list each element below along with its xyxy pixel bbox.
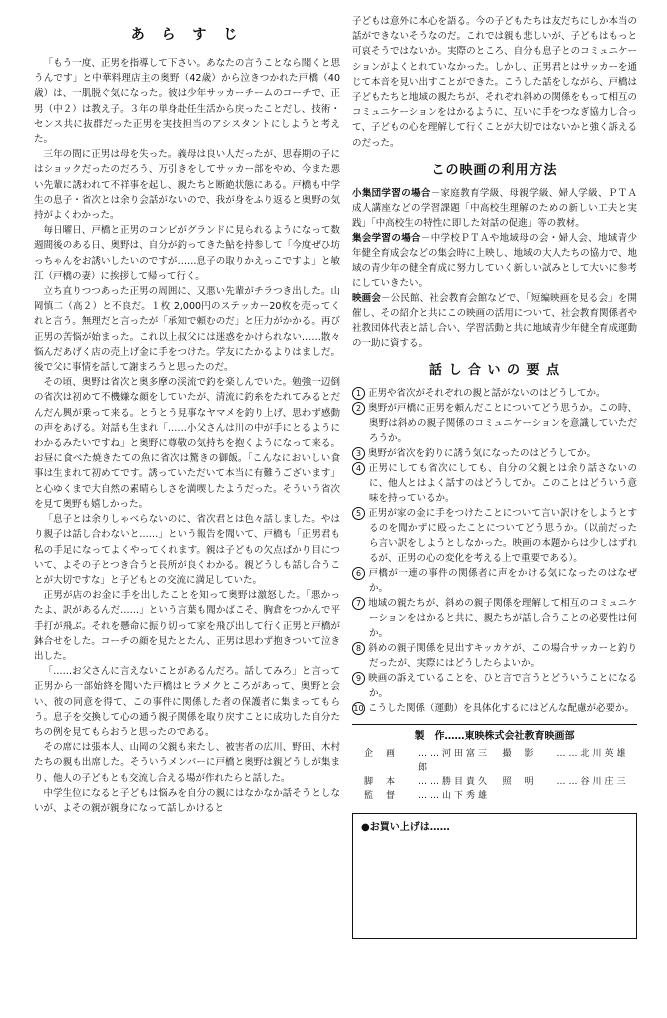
discussion-heading: 話 し 合 い の 要 点	[428, 362, 561, 378]
discussion-point	[352, 566, 637, 596]
credit-list	[352, 745, 637, 803]
usage-heading: この映画の利用方法	[431, 162, 558, 178]
discussion-point	[352, 401, 637, 446]
point-number: 10	[353, 703, 364, 713]
credit-row	[364, 747, 493, 775]
point-number: 5	[352, 507, 365, 520]
discussion-point	[352, 461, 637, 506]
discussion-point	[352, 386, 637, 401]
discussion-point	[352, 671, 637, 701]
point-text: 映画の訴えていることを、ひと言で言うとどういうことになるか。	[368, 672, 637, 699]
discussion-point	[352, 701, 637, 716]
synopsis-paragraph: 「息子とは余りしゃべらないのに、省次君とは色々話しました。やはり親子は話し合わないと……」という報告を聞いて、戸橋も「正男君も私の手足になってよくやってくれます。親は子どもの欠点ばかり目について、よその子とつき合うと長所が良くわかる。親どうしも話し合うことが大切ですな」と子どもとの交流に満足していた。	[34, 514, 340, 586]
usage-item-label: 小集団学習の場合	[352, 187, 431, 199]
synopsis-paragraph: 毎日曜日、戸橋と正男のコンビがグランドに見られるようになって数週間後のある日、奥野は、自分が釣ってきた鮎を持参して「今度ぜひ坊っちゃんをお誘いしたいのですが……息子の取りかえっこですよ」と敏江（戸橋の妻）に挨拶して帰って行く。	[34, 225, 340, 282]
production-label: 製 作	[414, 730, 445, 742]
point-text: 戸橋が一連の事件の関係者に声をかける気になったのはなぜか。	[368, 567, 637, 594]
synopsis-paragraph: 正男が店のお金に手を出したことを知って奥野は激怒した。「悪かったよ、訳があるんだ……」という言葉も聞かばこそ、胸倉をつかんで平手打が飛ぶ。それを懸命に振り切って家を飛び出して行く正男と戸橋が鉢合せをした。コーチの顔を見たとたん、正男は思わず抱きついて泣き出した。	[34, 590, 340, 662]
point-text: こうした関係（運動）を具体化するにはどんな配慮が必要か。	[368, 702, 635, 714]
credit-name: ……北川英雄	[556, 748, 629, 759]
usage-item-label: 映画会	[352, 292, 382, 304]
credit-role: 企 画	[364, 748, 398, 759]
credit-role: 撮 影	[502, 748, 536, 759]
synopsis-paragraph: 「……お父さんに言えないことがあるんだろ。話してみろ」と言って正男から一部始終を聞いた戸橋はヒラメクところがあって、奥野と会い、彼の同意を得て、この事件に関係した者の保護者に集まってもらう。息子を交換して心の通う親子関係を取り戻すことに成功した自分たちの例を見てもらおうと思ったのである。	[34, 666, 340, 738]
synopsis-paragraph: 立ち直りつつあった正男の周囲に、又悪い先輩がチラつき出した。山岡慎二（高２）と不良だ。１枚 2,000円のステッカー20枚を売ってくれと言う。無理だと言ったが「承知で頼むのだ」と圧力がかかる。再び正男の苦悩が始まった。これ以上叔父には迷惑をかけられない……散々悩んだあげく店の売上げ金に手をつけた。学友にたかるよりはましだ。後で父に事情を話して謝まろうと思ったのだ。	[34, 286, 340, 374]
credit-row	[503, 775, 632, 789]
credit-role: 照 明	[502, 776, 536, 787]
credit-name: ……山下秀雄	[418, 790, 491, 801]
synopsis-paragraph: 「もう一度、正男を指導して下さい。あなたの言うことなら聞くと思うんです」と中華料理店主の奥野（42歳）から泣きつかれた戸橋（40歳）は、一肌脱ぐ気になった。彼は少年サッカーチームのコーチで、正男（中２）は教え子。３年の単身赴任生活から戻ったことだし、技術・センス共に抜群だった正男を実技担当のアシスタントにしようと考えた。	[34, 58, 340, 146]
point-text: 地域の親たちが、斜めの親子関係を理解して相互のコミュニケーションをはかると共に、親たちが話し合うことの必要性は何か。	[368, 597, 637, 639]
discussion-point	[352, 596, 637, 641]
credit-row	[503, 747, 632, 775]
usage-item	[352, 291, 637, 351]
point-number: 4	[352, 462, 365, 475]
production-company: ……東映株式会社教育映画部	[444, 730, 575, 742]
point-text: 正男にしても省次にしても、自分の父親とは余り話さないのに、他人とはよく話すのはどうしてか。このことはどういう意味を持っているか。	[368, 462, 637, 504]
point-text: 斜めの親子関係を見出すキッカケが、この場合サッカーと釣りだったが、実際にはどうしたらよいか。	[368, 642, 637, 669]
purchase-info-label: ●お買い上げは……	[361, 821, 450, 833]
discussion-points	[352, 386, 637, 716]
discussion-point	[352, 446, 637, 461]
usage-item	[352, 231, 637, 291]
discussion-point	[352, 506, 637, 566]
point-number: 2	[352, 402, 365, 415]
usage-item-text: －公民館、社会教育会館などで、「短編映画を見る会」を開催し、その紹介と共にこの映画の活用について、社会教育関係者や社教団体代表と話し合い、学習活動と共に地域青少年健全育成運動の一助に資する。	[352, 292, 638, 349]
credit-role: 監 督	[364, 790, 398, 801]
credit-name: ……河田富三郎	[418, 748, 491, 773]
usage-item-text: －家庭教育学級、母親学級、婦人学級、ＰＴＡ成人講座などの学習課題「中高校生理解のための新しい工夫と実践」「中高校生の特性に即した対話の促進」等の教材。	[352, 187, 637, 229]
production-line	[352, 729, 637, 745]
synopsis-heading: あ ら す じ	[130, 27, 244, 43]
point-text: 奥野が戸橋に正男を頼んだことについてどう思うか。この時、奥野は斜めの親子関係のコミュニケーションを意識していただろうか。	[368, 402, 637, 444]
point-number: 6	[352, 567, 365, 580]
synopsis-paragraph: その頃、奥野は省次と奥多摩の渓流で釣を楽しんでいた。勉強一辺倒の省次は初めて不機嫌な顔をしていたが、清流に釣糸をたれてみるとだんだん興が乗って来る。とうとう見事なヤマメを釣り上げ、思わず感動の声をあげる。対話も生まれ「……小父さんは川の中が手にとるようにわかるみたいですね」と奥野に尊敬の気持ちを抱くようになって来る。お昼に食べた焼きたての魚に省次は驚きの御飯。「こんなにおいしい食事は生まれて初めてです。誘っていただいて本当に有難うございます」と心ゆくまで大自然の素晴らしさを満喫したようだった。そういう省次を見て奥野も嬉しかった。	[34, 377, 340, 510]
point-number: 7	[352, 597, 365, 610]
point-number: 9	[352, 672, 365, 685]
purchase-info-box	[352, 813, 637, 939]
right-column	[352, 14, 637, 939]
credit-name: ……谷川庄三	[556, 776, 629, 787]
credit-row	[364, 775, 493, 789]
usage-item-label: 集会学習の場合	[352, 232, 421, 244]
point-text: 正男が家の金に手をつけたことについて言い訳けをしようとするのを聞かずに殴ったことについてどう思うか。（以前だったら言い訳をしようとしなかった。映画の本題からは少しはずれるが、正男の心の変化を考える上で重要である）。	[368, 507, 637, 564]
usage-item-text: －中学校ＰＴＡや地域母の会・婦人会、地域青少年健全育成会などの集会時に上映し、地域の大人たちの協力で、地域の青少年の健全育成に努力していく新しい試みとして大いに参考にしていきたい。	[352, 232, 638, 289]
point-number: 8	[352, 642, 365, 655]
synopsis-paragraph: その席には張本人、山岡の父親も来たし、被害者の広川、野田、木村たちの親も出席した。そういうメンバーに戸橋と奥野は親どうしが集まり、他人の子どもとも交流し合える場が作れたらと話した。	[34, 742, 340, 784]
point-number: 3	[352, 447, 365, 460]
usage-item	[352, 186, 637, 231]
production-credits	[352, 724, 637, 803]
discussion-point	[352, 641, 637, 671]
synopsis-column	[34, 14, 340, 816]
point-text: 奥野が省次を釣りに誘う気になったのはどうしてか。	[368, 447, 597, 459]
point-text: 正男や省次がそれぞれの親と話がないのはどうしてか。	[368, 387, 606, 399]
credit-role: 脚 本	[364, 776, 398, 787]
synopsis-continuation: 子どもは意外に本心を語る。今の子どもたちは友だちにしか本当の話ができないそうなのだ。これでは親も悲しいが、子どもはもっと可哀そうではないか。実際のところ、自分も息子とのコミュニケーションがよくとれていなかった。しかし、正男君とはサッカーを通じて本音を見い出すことができた。こうした話をしながら、戸橋は子どもたちと地域の親たちが、それぞれ斜めの関係をもって相互のコミュニケーションをはかるように、互いに手をつなぎ協力し合って、子どもの心を理解して行くことが大切ではないかと強く訴えるのだった。	[352, 16, 638, 149]
credit-row	[364, 789, 493, 803]
synopsis-paragraph: 三年の間に正男は母を失った。義母は良い人だったが、思春期の子にはショックだったのだろう、万引きをしてサッカー部をやめ、今また悪い先輩に誘われて不祥事を起し、親たちと断絶状態にある。戸橋も中学生の息子・省次とは余り会話がないので、我が身をふり返ると奥野の気持がよくわかった。	[34, 149, 340, 222]
synopsis-paragraph: 中学生位になると子どもは悩みを自分の親にはなかなか話そうとしないが、よその親が親身になって話しかけると	[34, 787, 340, 814]
credit-name: ……勝目貴久	[418, 776, 491, 787]
usage-section	[352, 186, 637, 351]
point-number: 1	[352, 387, 365, 400]
